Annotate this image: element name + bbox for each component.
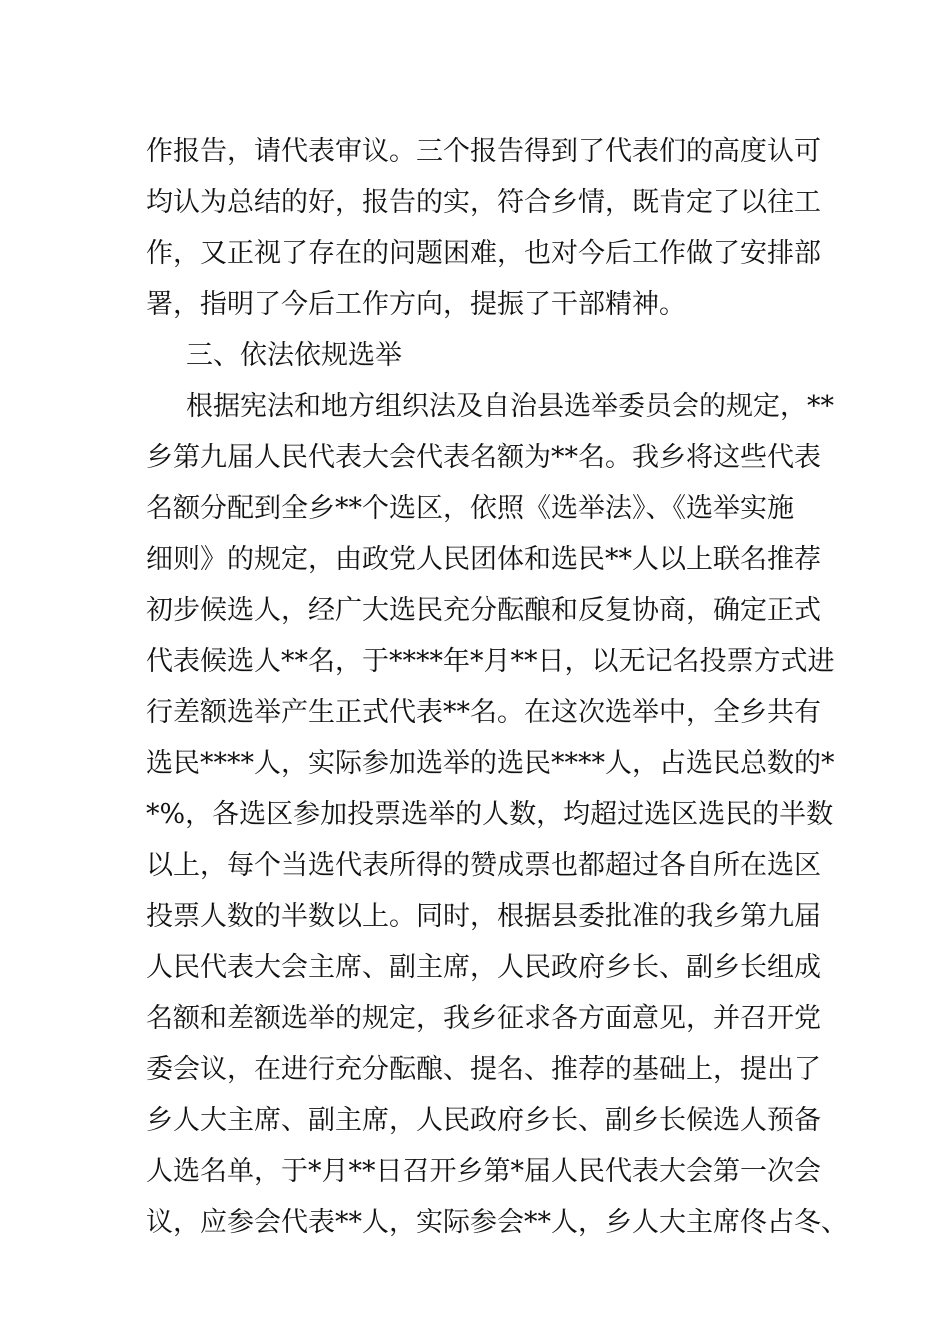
text-line: 以上，每个当选代表所得的赞成票也都超过各自所在选区	[146, 850, 821, 881]
text-line: 代表候选人**名，于****年*月**日，以无记名投票方式进	[146, 646, 835, 677]
text-line: 均认为总结的好，报告的实，符合乡情，既肯定了以往工	[146, 187, 821, 218]
text-line: 乡第九届人民代表大会代表名额为**名。我乡将这些代表	[146, 442, 821, 473]
text-line: 人选名单，于*月**日召开乡第*届人民代表大会第一次会	[146, 1156, 821, 1187]
text-line: 行差额选举产生正式代表**名。在这次选举中，全乡共有	[146, 697, 821, 728]
text-line: 作报告，请代表审议。三个报告得到了代表们的高度认可	[146, 136, 821, 167]
section-heading: 三、依法依规选举	[186, 340, 402, 371]
text-line: 作，又正视了存在的问题困难，也对今后工作做了安排部	[146, 238, 821, 269]
paragraph-first-line: 根据宪法和地方组织法及自治县选举委员会的规定，**	[186, 391, 834, 422]
document-body	[146, 126, 848, 1248]
text-line: 议，应参会代表**人，实际参会**人，乡人大主席佟占冬、	[146, 1207, 848, 1238]
text-line: *%，各选区参加投票选举的人数，均超过选区选民的半数	[146, 799, 834, 830]
text-line: 署，指明了今后工作方向，提振了干部精神。	[146, 289, 686, 320]
text-line: 投票人数的半数以上。同时，根据县委批准的我乡第九届	[146, 901, 821, 932]
text-line: 乡人大主席、副主席，人民政府乡长、副乡长候选人预备	[146, 1105, 821, 1136]
text-line: 初步候选人，经广大选民充分酝酿和反复协商，确定正式	[146, 595, 821, 626]
text-line: 人民代表大会主席、副主席，人民政府乡长、副乡长组成	[146, 952, 821, 983]
text-line: 名额分配到全乡**个选区，依照《选举法》、《选举实施	[146, 493, 794, 524]
text-line: 细则》的规定，由政党人民团体和选民**人以上联名推荐	[146, 544, 821, 575]
text-line: 委会议，在进行充分酝酿、提名、推荐的基础上，提出了	[146, 1054, 821, 1085]
text-line: 选民****人，实际参加选举的选民****人，占选民总数的*	[146, 748, 835, 779]
text-line: 名额和差额选举的规定，我乡征求各方面意见，并召开党	[146, 1003, 821, 1034]
